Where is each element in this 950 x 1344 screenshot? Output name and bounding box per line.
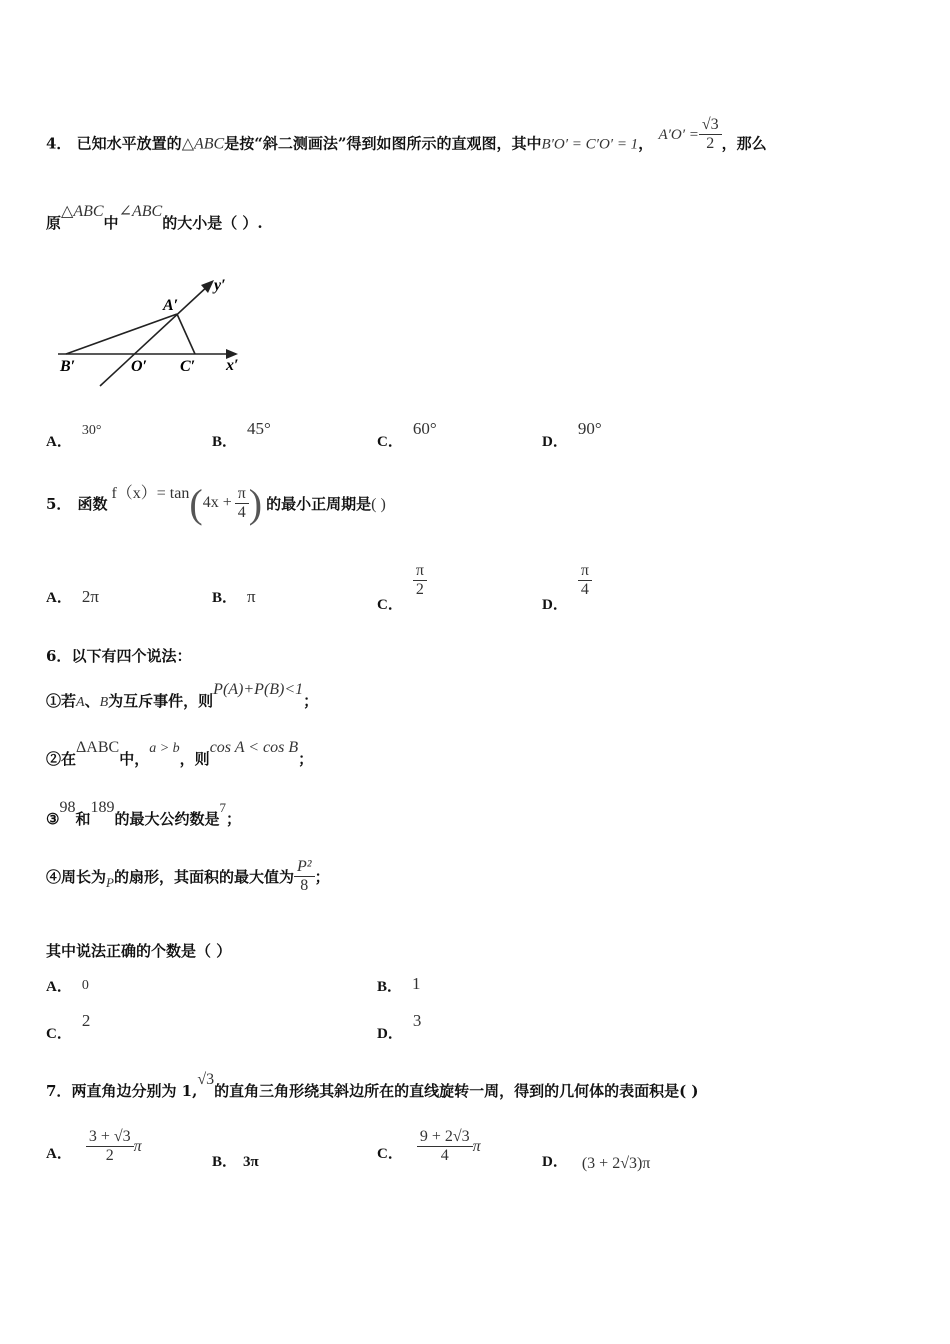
q4-text: 是按“斜二测画法”得到如图所示的直观图，其中 (224, 134, 542, 153)
q7-option-a[interactable] (46, 1128, 142, 1165)
q4-number: 4． (46, 134, 72, 153)
option-frac (413, 562, 427, 599)
q5-option-a[interactable] (46, 586, 99, 607)
q6-title (46, 645, 191, 666)
frac-num: π (413, 562, 427, 581)
q6-text: 的最大公约数是 (114, 810, 220, 828)
frac-den: 2 (105, 1147, 114, 1164)
option-label: D． (542, 596, 568, 613)
option-value: 90° (577, 419, 602, 438)
q4-line2 (46, 203, 263, 233)
q4-text: ， (638, 134, 654, 153)
q6-text: 以下有四个说法： (71, 647, 192, 665)
q5-answer-blank: ( ) (371, 496, 386, 513)
option-label: A． (46, 979, 72, 995)
label-a: A′ (163, 297, 179, 314)
q4-math-ao: A′O′ = (658, 126, 699, 143)
option-pi: π (472, 1137, 481, 1155)
segment-ba (66, 314, 177, 354)
frac-num: 3 + √3 (86, 1128, 134, 1147)
math-probability: P(A)+P(B)<1 (213, 681, 304, 698)
q4-math-bo-co: B′O′ = C′O′ = 1 (541, 136, 639, 153)
q4-figure (50, 270, 260, 390)
option-label: C． (377, 434, 403, 450)
q5-frac-pi-4 (235, 485, 249, 522)
frac-den: 2 (415, 581, 424, 598)
option-value: 1 (412, 974, 421, 993)
q6-question (46, 940, 231, 961)
q6-option-a[interactable] (46, 975, 89, 996)
q7-number: 7． (46, 1082, 72, 1100)
q4-triangle: △ABC (181, 135, 225, 153)
paren-right: ) (248, 480, 263, 526)
option-label: B． (212, 1154, 238, 1170)
math-cos: cos A < cos B (209, 739, 299, 756)
q7-option-d[interactable] (542, 1150, 650, 1171)
q6-text: ； (314, 868, 330, 886)
option-label: C． (46, 1026, 72, 1042)
option-value: 30° (81, 423, 102, 438)
q6-statement-2 (46, 739, 314, 769)
q4-option-d[interactable] (542, 419, 602, 451)
label-y: y′ (214, 277, 226, 294)
option-value: 60° (412, 419, 437, 438)
q6-text: 的扇形，其面积的最大值为 (113, 868, 294, 886)
q5-text: 函数 (77, 494, 108, 513)
math-frac-p2-8 (294, 858, 315, 895)
q4-triangle-2: △ABC (61, 203, 104, 220)
math-triangle: ΔABC (76, 739, 120, 756)
option-frac (86, 1128, 134, 1165)
frac-num: π (578, 562, 592, 581)
q4-text: 中 (103, 214, 119, 232)
option-value: 3π (243, 1154, 259, 1170)
option-label: A． (46, 590, 72, 606)
q4-text: 已知水平放置的 (76, 134, 182, 153)
option-label: D． (377, 1026, 403, 1042)
segment-ac (177, 314, 195, 354)
frac-num: √3 (699, 116, 722, 135)
q5-number: 5． (46, 494, 72, 513)
q5-text: 的最小正周期是 (266, 494, 372, 513)
q4-text: 原 (46, 214, 62, 232)
q4-line1 (46, 116, 767, 163)
q7-line (46, 1071, 699, 1101)
q6-text: ； (225, 810, 241, 828)
option-value: 2 (81, 1011, 91, 1030)
q7-option-c[interactable] (377, 1128, 481, 1165)
math-sqrt3: √3 (197, 1071, 215, 1088)
q5-function: f（x）= tan (111, 484, 190, 502)
q4-angle: ∠ABC (118, 203, 163, 220)
q6-text: ①若 (46, 692, 77, 710)
option-value: 3 (412, 1011, 422, 1030)
q6-text: ④周长为 (46, 868, 107, 886)
q4-text: ，那么 (721, 134, 767, 153)
q6-text: 中， (119, 750, 150, 768)
label-b: B′ (60, 358, 76, 375)
q6-text: 、 (84, 692, 100, 710)
q6-number: 6． (46, 647, 72, 665)
q5-option-d[interactable] (542, 562, 592, 613)
option-label: A． (46, 434, 72, 450)
frac-den: 8 (300, 877, 309, 894)
q6-text: ； (298, 750, 314, 768)
frac-num: P² (294, 858, 315, 877)
math-189: 189 (90, 799, 115, 816)
math-b: B (99, 695, 109, 710)
option-value: (3 + 2√3)π (581, 1155, 651, 1172)
frac-den: 4 (440, 1147, 449, 1164)
q6-text: 其中说法正确的个数是（ ） (46, 942, 232, 960)
option-label: B． (377, 979, 403, 995)
label-x: x′ (226, 357, 239, 374)
option-value: 0 (81, 978, 89, 993)
math-a-gt-b: a > b (149, 741, 180, 756)
q7-text: 两直角边分别为 1, (71, 1082, 198, 1100)
label-c: C′ (180, 358, 196, 375)
q6-text: ③ (46, 810, 60, 828)
paren-left: ( (189, 480, 203, 526)
q4-option-b[interactable] (212, 419, 271, 451)
frac-num: 9 + 2√3 (417, 1128, 473, 1147)
option-label: C． (377, 596, 403, 613)
option-value: π (247, 587, 256, 606)
q5-option-c[interactable] (377, 562, 427, 613)
q6-text: 和 (75, 810, 91, 828)
q6-option-b[interactable] (377, 975, 421, 996)
option-label: B． (212, 434, 238, 450)
q6-text: ②在 (46, 750, 77, 768)
q5-line (46, 478, 386, 528)
math-98: 98 (59, 799, 76, 816)
frac-num: π (235, 485, 249, 504)
q7-text: 的直角三角形绕其斜边所在的直线旋转一周，得到的几何体的表面积是( ) (214, 1082, 699, 1100)
q6-text: 为互斥事件，则 (108, 692, 214, 710)
q4-option-c[interactable] (377, 419, 437, 451)
math-a: A (76, 695, 85, 710)
option-label: C． (377, 1146, 403, 1162)
frac-den: 4 (237, 503, 246, 521)
q6-statement-1 (46, 681, 319, 711)
option-pi: π (133, 1137, 142, 1155)
frac-den: 4 (580, 581, 589, 598)
option-label: A． (46, 1146, 72, 1162)
option-label: B． (212, 590, 238, 606)
option-value: 45° (247, 419, 271, 438)
q6-text: ，则 (179, 750, 210, 768)
label-o: O′ (131, 358, 148, 375)
frac-den: 2 (706, 135, 715, 152)
q4-text: 的大小是（ ）. (162, 214, 263, 232)
q4-option-a[interactable] (46, 423, 102, 451)
q6-option-c[interactable] (46, 1011, 91, 1043)
math-7: 7 (219, 800, 226, 815)
q6-statement-3 (46, 799, 241, 829)
option-frac (417, 1128, 473, 1165)
math-p: P (106, 874, 114, 890)
q5-inner: 4x + (202, 494, 232, 511)
q6-statement-4 (46, 858, 330, 895)
option-value: 2π (81, 587, 99, 606)
option-label: D． (542, 434, 568, 450)
option-frac (578, 562, 592, 599)
q4-frac-sqrt3-2 (699, 116, 722, 153)
q7-option-b[interactable] (212, 1150, 259, 1171)
q6-option-d[interactable] (377, 1011, 422, 1043)
q6-text: ； (303, 692, 319, 710)
q5-option-b[interactable] (212, 586, 256, 607)
option-label: D． (542, 1154, 568, 1170)
